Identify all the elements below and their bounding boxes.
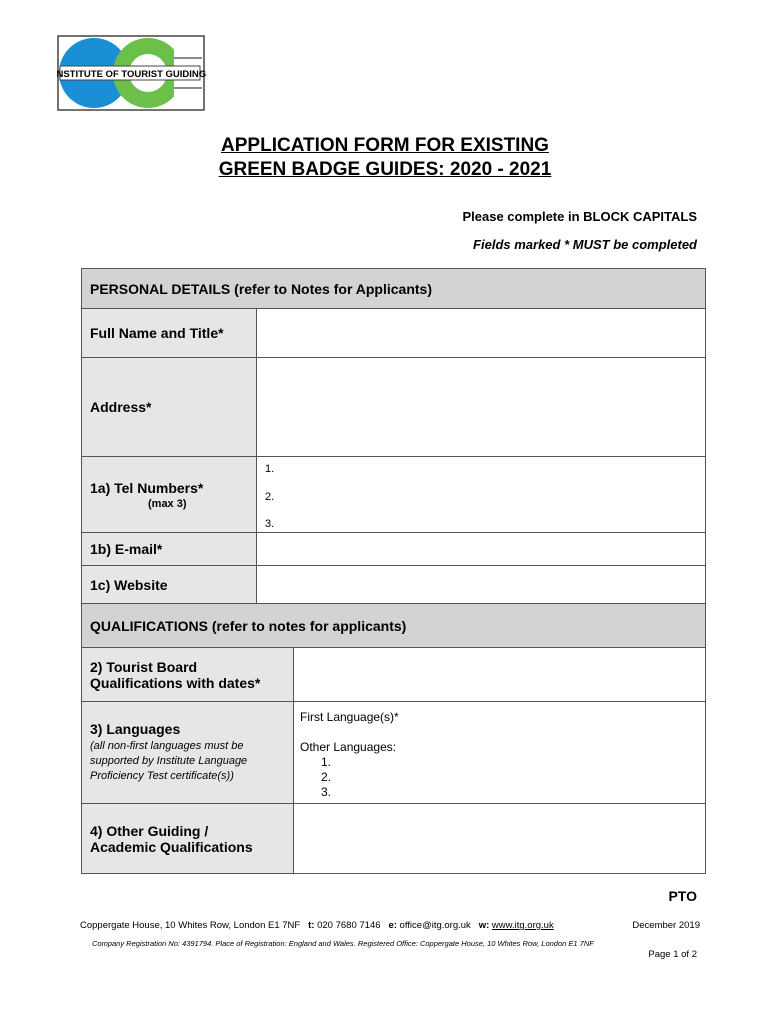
first-language-label: First Language(s)*	[300, 710, 399, 724]
tourist-board-row	[81, 648, 706, 702]
pto-label: PTO	[668, 888, 697, 904]
tel-row	[81, 457, 706, 533]
other-guiding-label-line-2: Academic Qualifications	[90, 838, 253, 855]
languages-row	[81, 702, 706, 804]
footer-address: Coppergate House, 10 Whites Row, London E1 7NF	[80, 920, 301, 931]
other-guiding-field[interactable]	[294, 804, 705, 873]
itg-logo	[56, 34, 206, 112]
full-name-row	[81, 309, 706, 358]
other-language-line-1: 1.	[321, 755, 332, 769]
block-capitals-instruction: Please complete in BLOCK CAPITALS	[462, 209, 697, 224]
logo-text: INSTITUTE OF TOURIST GUIDING	[56, 69, 206, 80]
tel-field[interactable]	[257, 457, 705, 532]
address-label: Address*	[82, 358, 257, 456]
tel-line-1: 1.	[265, 463, 275, 475]
tel-label: 1a) Tel Numbers*	[90, 479, 204, 496]
tel-line-2: 2.	[265, 491, 275, 503]
full-name-field[interactable]	[257, 309, 705, 357]
footer-email-label: e:	[388, 920, 397, 931]
email-label: 1b) E-mail*	[82, 533, 257, 565]
qualifications-heading: QUALIFICATIONS (refer to notes for applicants)	[81, 604, 706, 648]
tourist-board-label	[82, 648, 294, 701]
other-guiding-row	[81, 804, 706, 874]
personal-details-heading: PERSONAL DETAILS (refer to Notes for Applicants)	[81, 268, 706, 309]
footer-tel-label: t:	[308, 920, 315, 931]
website-row	[81, 566, 706, 604]
website-label: 1c) Website	[82, 566, 257, 603]
full-name-label: Full Name and Title*	[82, 309, 257, 357]
tourist-board-field[interactable]	[294, 648, 705, 701]
other-language-line-3: 3.	[321, 785, 332, 799]
application-form-table	[81, 268, 706, 874]
page-title	[0, 134, 770, 182]
tel-line-3: 3.	[265, 518, 275, 530]
title-line-2: GREEN BADGE GUIDES: 2020 - 2021	[218, 159, 552, 180]
itg-logo-graphic	[56, 34, 206, 112]
other-guiding-label	[82, 804, 294, 873]
other-languages-label: Other Languages:	[300, 740, 397, 754]
languages-field[interactable]	[294, 702, 705, 803]
email-row	[81, 533, 706, 566]
languages-label: 3) Languages	[90, 721, 181, 737]
tourist-board-label-line-2: Qualifications with dates*	[90, 674, 261, 691]
other-guiding-label-line-1: 4) Other Guiding /	[90, 822, 209, 839]
tel-max-note: (max 3)	[148, 497, 187, 510]
footer-tel: 020 7680 7146	[317, 920, 381, 931]
footer-email[interactable]: office@itg.org.uk	[399, 920, 471, 931]
title-line-1: APPLICATION FORM FOR EXISTING	[221, 135, 549, 156]
address-row	[81, 358, 706, 457]
address-field[interactable]	[257, 358, 705, 456]
tel-label-cell	[82, 457, 257, 532]
tourist-board-label-line-1: 2) Tourist Board	[90, 658, 198, 675]
footer-web-label: w:	[478, 920, 490, 931]
languages-label-cell	[82, 702, 294, 803]
footer-contact	[80, 920, 700, 931]
languages-note: (all non-first languages must be supported by Institute Language Proficiency Test certificate(s))	[90, 740, 248, 782]
required-fields-instruction: Fields marked * MUST be completed	[473, 237, 697, 252]
footer-date: December 2019	[632, 920, 700, 931]
other-language-line-2: 2.	[321, 770, 332, 784]
footer-website-link[interactable]: www.itg.org.uk	[491, 920, 554, 931]
company-registration: Company Registration No: 4391794. Place of Registration: England and Wales. Registered Office: Coppergate House, 10 Whites Row, London E1 7NF	[92, 939, 594, 948]
email-field[interactable]	[257, 533, 705, 565]
website-field[interactable]	[257, 566, 705, 603]
page-number: Page 1 of 2	[648, 949, 697, 960]
